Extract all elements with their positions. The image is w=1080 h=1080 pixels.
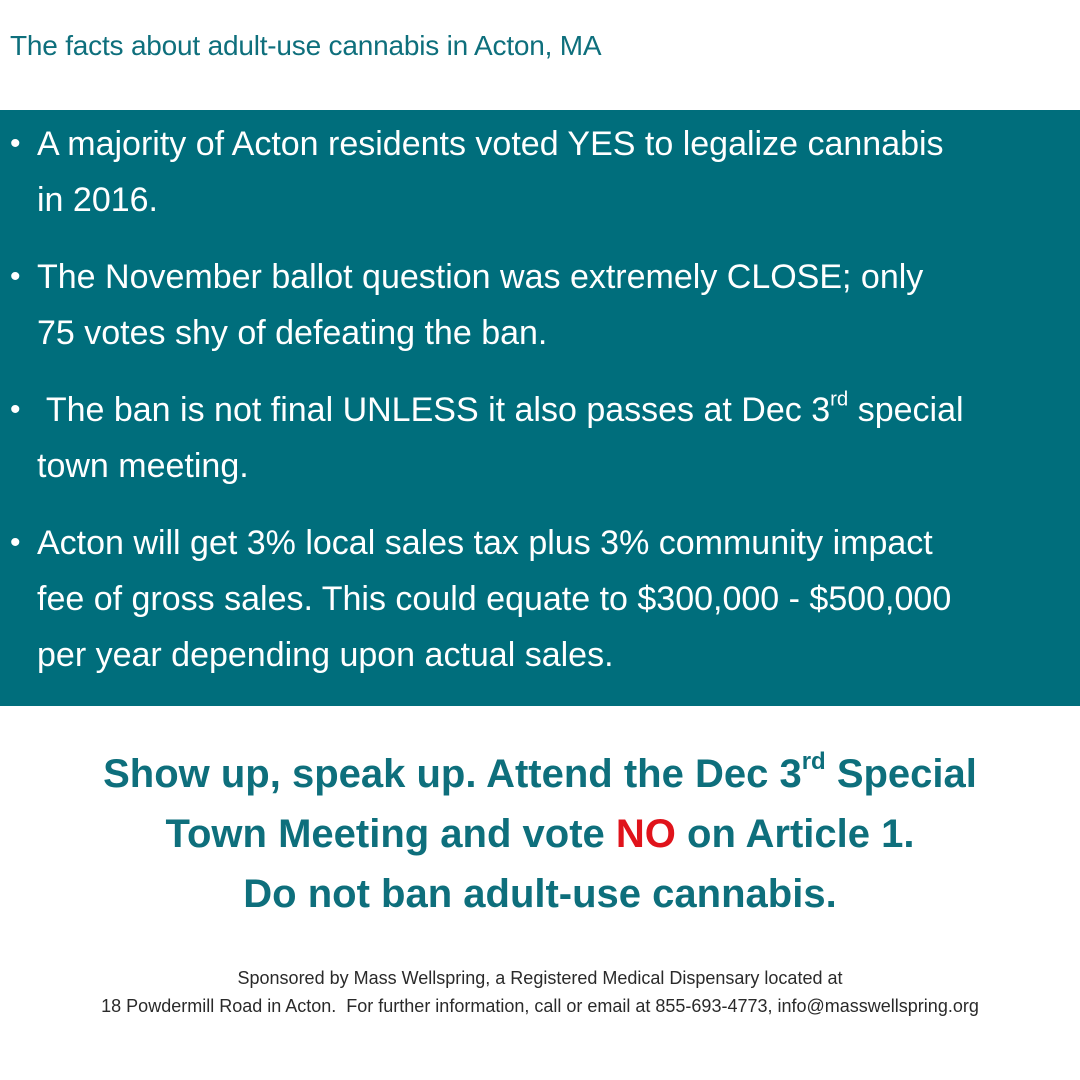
bullet-icon: • [10, 260, 21, 293]
fact-line: fee of gross sales. This could equate to $300,000 - $500,000 [37, 580, 952, 618]
fact-line: Acton will get 3% local sales tax plus 3% community impact [37, 524, 933, 562]
cta-text-segment: Town Meeting and vote [165, 812, 616, 856]
ordinal-suffix: rd [830, 388, 849, 411]
cta-line [0, 744, 1080, 804]
fact-line: 75 votes shy of defeating the ban. [37, 314, 548, 352]
bullet-icon: • [10, 526, 21, 559]
fact-line: The November ballot question was extremely CLOSE; only [37, 258, 924, 296]
vote-no-emphasis: NO [615, 812, 676, 856]
cta-line: Do not ban adult-use cannabis. [243, 872, 837, 916]
facts-panel [0, 110, 1080, 706]
fact-text [37, 382, 1075, 494]
page-title: The facts about adult-use cannabis in Acton, MA [10, 30, 602, 61]
fact-text [37, 116, 1075, 228]
fact-line [37, 382, 1075, 438]
cta-text-segment: Special [825, 752, 977, 796]
bullet-icon: • [10, 393, 21, 426]
fact-text [37, 249, 1075, 361]
sponsor-footer [0, 964, 1080, 1020]
cta-line [0, 804, 1080, 864]
fact-line: in 2016. [37, 181, 158, 219]
sponsor-line: 18 Powdermill Road in Acton. For further information, call or email at 855-693-4773, info@masswellspring.org [101, 996, 979, 1016]
fact-text-segment: special [848, 391, 964, 429]
fact-text [37, 515, 1075, 683]
cta-text-segment: on Article 1. [675, 812, 915, 856]
fact-line: per year depending upon actual sales. [37, 636, 614, 674]
ordinal-suffix: rd [801, 748, 826, 775]
bullet-icon: • [10, 127, 21, 160]
call-to-action [0, 744, 1080, 924]
fact-line: town meeting. [37, 447, 249, 485]
fact-line: A majority of Acton residents voted YES to legalize cannabis [37, 125, 944, 163]
fact-text-segment: The ban is not final UNLESS it also passes at Dec 3 [37, 391, 831, 429]
sponsor-line: Sponsored by Mass Wellspring, a Registered Medical Dispensary located at [237, 968, 843, 988]
cta-text-segment: Show up, speak up. Attend the Dec 3 [103, 752, 802, 796]
